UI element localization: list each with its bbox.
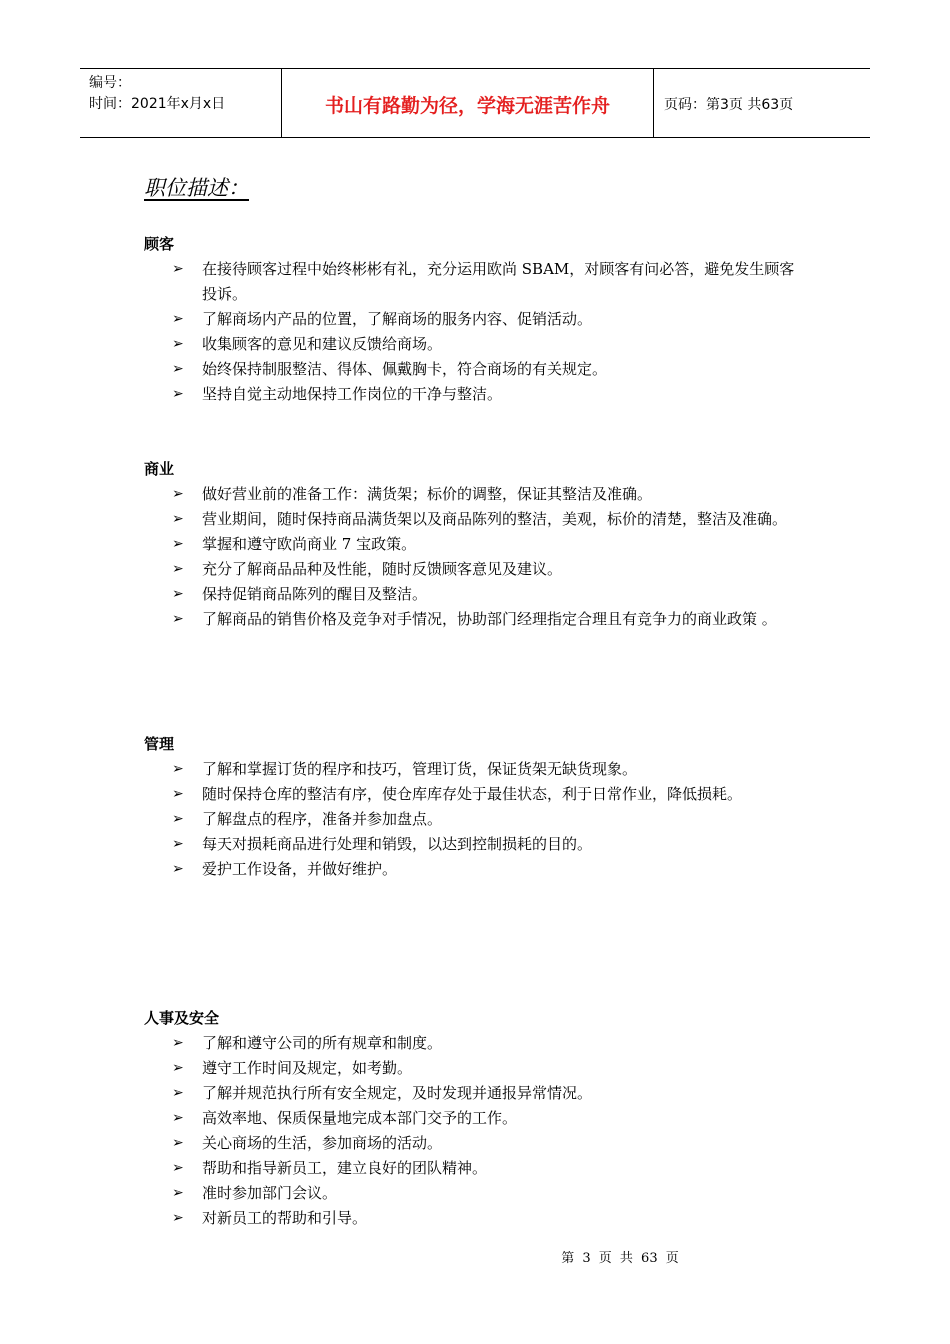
- list-item-text: 关心商场的生活，参加商场的活动。: [202, 1134, 443, 1152]
- arrow-bullet-icon: ➢: [172, 486, 184, 502]
- list-item: [144, 1181, 806, 1206]
- list-item: [144, 532, 806, 557]
- group-title: 商业: [144, 460, 175, 478]
- list-item-text: 保持促销商品陈列的醒目及整洁。: [202, 585, 428, 603]
- arrow-bullet-icon: ➢: [172, 836, 184, 852]
- arrow-bullet-icon: ➢: [172, 561, 184, 577]
- page-header: [80, 68, 870, 138]
- group-commerce: [144, 457, 806, 632]
- arrow-bullet-icon: ➢: [172, 1210, 184, 1226]
- arrow-bullet-icon: ➢: [172, 361, 184, 377]
- group-title: 管理: [144, 735, 175, 753]
- item-list: [144, 482, 806, 632]
- list-item: [144, 857, 806, 882]
- list-item-text: 收集顾客的意见和建议反馈给商场。: [202, 335, 443, 353]
- header-motto: 书山有路勤为径，学海无涯苦作舟: [282, 69, 654, 137]
- list-item-text: 坚持自觉主动地保持工作岗位的干净与整洁。: [202, 385, 503, 403]
- list-item: [144, 257, 806, 307]
- item-list: [144, 757, 806, 882]
- list-item: [144, 1056, 806, 1081]
- list-item: [144, 582, 806, 607]
- list-item: [144, 382, 806, 407]
- list-item-text: 了解商场内产品的位置，了解商场的服务内容、促销活动。: [202, 310, 593, 328]
- header-meta: [80, 69, 282, 137]
- arrow-bullet-icon: ➢: [172, 1160, 184, 1176]
- arrow-bullet-icon: ➢: [172, 761, 184, 777]
- list-item: [144, 807, 806, 832]
- list-item: [144, 1131, 806, 1156]
- item-list: [144, 257, 806, 407]
- list-item-text: 了解和掌握订货的程序和技巧，管理订货，保证货架无缺货现象。: [202, 760, 638, 778]
- list-item: [144, 757, 806, 782]
- list-item: [144, 557, 806, 582]
- arrow-bullet-icon: ➢: [172, 511, 184, 527]
- arrow-bullet-icon: ➢: [172, 336, 184, 352]
- list-item-text: 高效率地、保质保量地完成本部门交予的工作。: [202, 1109, 518, 1127]
- arrow-bullet-icon: ➢: [172, 786, 184, 802]
- page-footer: 第 3 页 共 63 页: [561, 1251, 679, 1266]
- list-item: [144, 1206, 806, 1231]
- list-item-text: 爱护工作设备，并做好维护。: [202, 860, 398, 878]
- group-hr-safety: [144, 1006, 806, 1231]
- list-item-text: 掌握和遵守欧尚商业 7 宝政策。: [202, 535, 417, 553]
- list-item: [144, 1106, 806, 1131]
- header-page-info: 页码：第3页 共63页: [664, 97, 794, 113]
- list-item-text: 对新员工的帮助和引导。: [202, 1209, 368, 1227]
- list-item: [144, 1031, 806, 1056]
- arrow-bullet-icon: ➢: [172, 1135, 184, 1151]
- list-item: [144, 332, 806, 357]
- list-item-text: 营业期间，随时保持商品满货架以及商品陈列的整洁，美观，标价的清楚，整洁及准确。: [202, 510, 788, 528]
- list-item-text: 在接待顾客过程中始终彬彬有礼，充分运用欧尚 SBAM，对顾客有问必答，避免发生顾客投诉。: [202, 260, 795, 303]
- arrow-bullet-icon: ➢: [172, 1185, 184, 1201]
- list-item-text: 做好营业前的准备工作：满货架；标价的调整，保证其整洁及准确。: [202, 485, 653, 503]
- list-item: [144, 832, 806, 857]
- arrow-bullet-icon: ➢: [172, 811, 184, 827]
- list-item-text: 了解商品的销售价格及竞争对手情况，协助部门经理指定合理且有竞争力的商业政策 。: [202, 610, 777, 628]
- item-list: [144, 1031, 806, 1231]
- list-item-text: 准时参加部门会议。: [202, 1184, 338, 1202]
- list-item-text: 始终保持制服整洁、得体、佩戴胸卡，符合商场的有关规定。: [202, 360, 608, 378]
- list-item-text: 随时保持仓库的整洁有序，使仓库库存处于最佳状态，利于日常作业，降低损耗。: [202, 785, 743, 803]
- list-item: [144, 307, 806, 332]
- list-item: [144, 782, 806, 807]
- arrow-bullet-icon: ➢: [172, 586, 184, 602]
- list-item: [144, 607, 806, 632]
- arrow-bullet-icon: ➢: [172, 311, 184, 327]
- list-item: [144, 1081, 806, 1106]
- arrow-bullet-icon: ➢: [172, 1085, 184, 1101]
- list-item-text: 了解并规范执行所有安全规定，及时发现并通报异常情况。: [202, 1084, 593, 1102]
- arrow-bullet-icon: ➢: [172, 1110, 184, 1126]
- arrow-bullet-icon: ➢: [172, 1035, 184, 1051]
- group-management: [144, 732, 806, 882]
- list-item-text: 帮助和指导新员工，建立良好的团队精神。: [202, 1159, 488, 1177]
- arrow-bullet-icon: ➢: [172, 261, 184, 277]
- list-item: [144, 357, 806, 382]
- list-item-text: 每天对损耗商品进行处理和销毁，以达到控制损耗的目的。: [202, 835, 593, 853]
- list-item-text: 了解和遵守公司的所有规章和制度。: [202, 1034, 443, 1052]
- group-title: 人事及安全: [144, 1009, 220, 1027]
- list-item-text: 充分了解商品品种及性能，随时反馈顾客意见及建议。: [202, 560, 563, 578]
- arrow-bullet-icon: ➢: [172, 1060, 184, 1076]
- group-customer: [144, 232, 806, 407]
- arrow-bullet-icon: ➢: [172, 386, 184, 402]
- section-title: 职位描述：: [144, 176, 249, 200]
- arrow-bullet-icon: ➢: [172, 536, 184, 552]
- list-item: [144, 482, 806, 507]
- list-item: [144, 1156, 806, 1181]
- list-item: [144, 507, 806, 532]
- header-date: 时间：2021年x月x日: [89, 96, 226, 112]
- arrow-bullet-icon: ➢: [172, 611, 184, 627]
- group-title: 顾客: [144, 235, 175, 253]
- arrow-bullet-icon: ➢: [172, 861, 184, 877]
- list-item-text: 遵守工作时间及规定，如考勤。: [202, 1059, 413, 1077]
- list-item-text: 了解盘点的程序，准备并参加盘点。: [202, 810, 443, 828]
- header-number-label: 编号：: [89, 75, 131, 91]
